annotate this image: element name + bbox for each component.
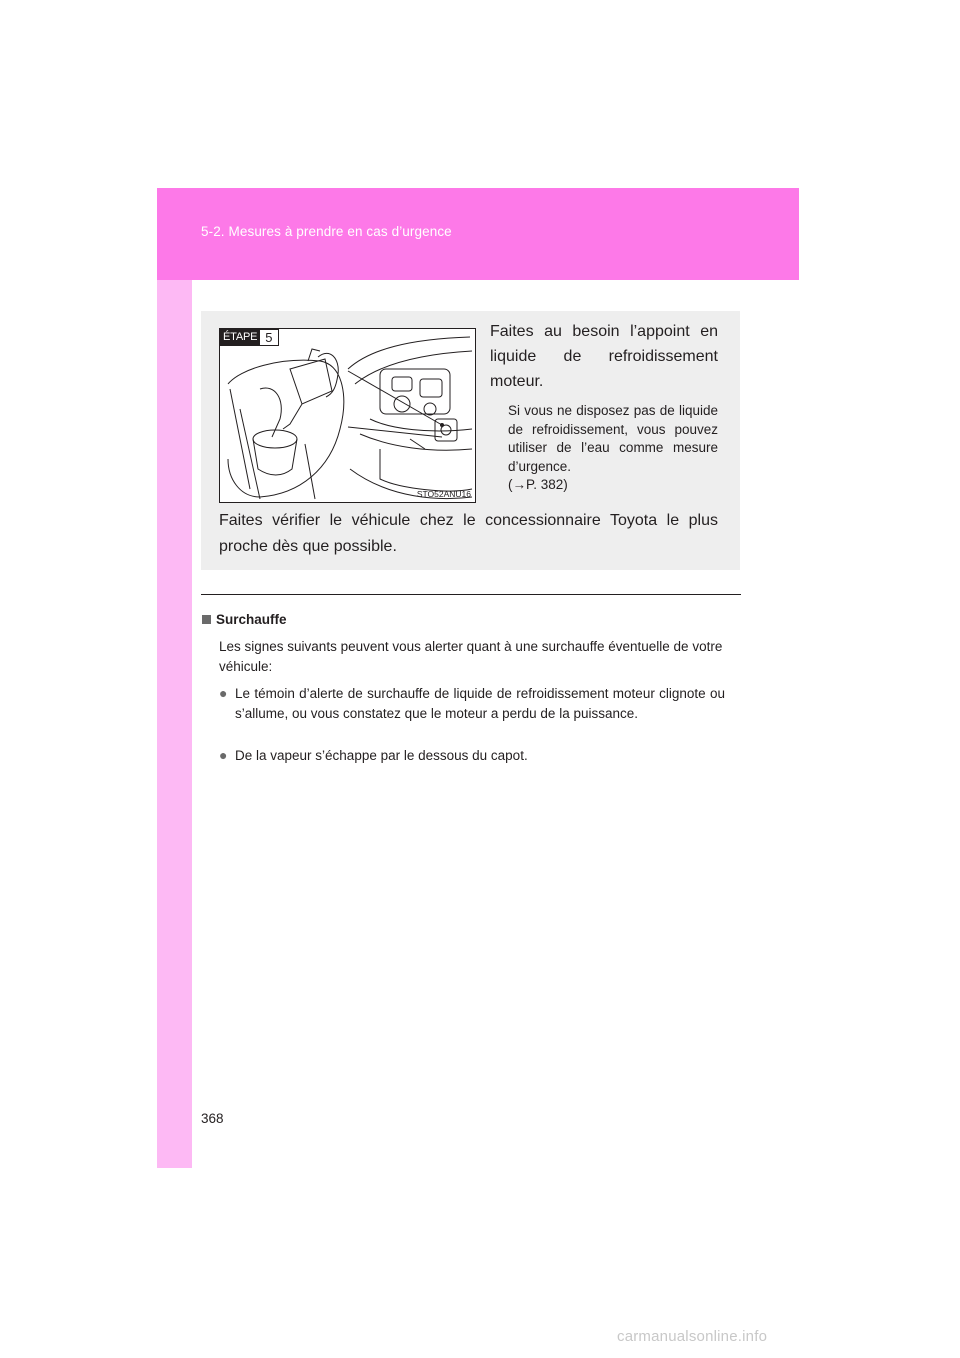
watermark: carmanualsonline.info <box>617 1328 768 1345</box>
overheat-intro: Les signes suivants peuvent vous alerter quant à une surchauffe éventuelle de votre véhicule: <box>219 639 723 674</box>
side-strip <box>157 280 192 1168</box>
step-badge-word: ÉTAPE <box>220 329 260 346</box>
engine-bay-drawing <box>220 329 475 502</box>
list-item-text: Le témoin d’alerte de surchauffe de liquide de refroidissement moteur clignote ou s’allume, ou vous constatez que le moteur a perdu de la puissance. <box>235 686 725 721</box>
step-note <box>508 402 718 495</box>
list-item <box>219 746 741 766</box>
step-footer-text: Faites vérifier le véhicule chez le concessionnaire Toyota le plus proche dès que possible. <box>219 512 718 555</box>
page-reference: (→P. 382) <box>508 477 568 492</box>
step-instruction: Faites au besoin l’appoint en liquide de refroidissement moteur. <box>490 323 718 390</box>
bullet-circle-icon: ● <box>219 747 228 763</box>
bullet-circle-icon: ● <box>219 685 228 701</box>
list-item <box>219 684 741 723</box>
overheat-heading <box>201 612 287 627</box>
step-note-text: Si vous ne disposez pas de liquide de refroidissement, vous pouvez utiliser de l’eau comme mesure d’urgence. <box>508 403 718 474</box>
list-item-text: De la vapeur s’échappe par le dessous du capot. <box>235 748 528 763</box>
square-bullet-icon <box>202 615 211 624</box>
section-title: 5-2. Mesures à prendre en cas d’urgence <box>201 224 452 239</box>
step-badge <box>220 329 279 346</box>
coolant-refill-illustration <box>219 328 476 503</box>
figure-code: STO52ANU16 <box>416 489 471 499</box>
step-badge-number: 5 <box>260 329 278 346</box>
overheat-heading-label: Surchauffe <box>216 612 287 627</box>
section-divider <box>201 594 741 595</box>
page-number: 368 <box>201 1111 224 1126</box>
